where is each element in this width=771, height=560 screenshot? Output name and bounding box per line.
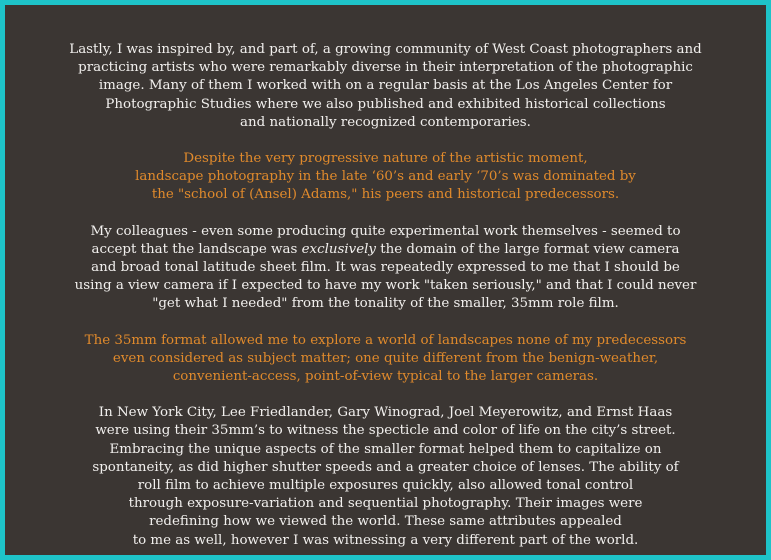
paragraph-west-coast-community [5, 41, 766, 132]
emphasis-exclusively: exclusively [301, 241, 376, 257]
text-line: convenient-access, point-of-view typical to the larger cameras. [172, 369, 599, 385]
text-line: spontaneity, as did higher shutter speeds and a greater choice of lenses. The ability of [92, 459, 679, 475]
text-line-with-emphasis [5, 241, 766, 259]
text-line: The 35mm format allowed me to explore a world of landscapes none of my predecessors [84, 332, 687, 348]
text-line: roll film to achieve multiple exposures quickly, also allowed tonal control [137, 478, 634, 494]
text-line: were using their 35mm’s to witness the specticle and color of life on the city’s street. [95, 423, 676, 439]
text-line: the "school of (Ansel) Adams," his peers and historical predecessors. [151, 187, 620, 203]
text-line: Photographic Studies where we also published and exhibited historical collections [105, 96, 666, 112]
text-line: and broad tonal latitude sheet film. It was repeatedly expressed to me that I should be [91, 260, 680, 276]
text-line: Despite the very progressive nature of the artistic moment, [183, 151, 588, 167]
text-line: redefining how we viewed the world. These same attributes appealed [149, 514, 622, 530]
paragraph-school-of-adams [5, 150, 766, 205]
text-line: Embracing the unique aspects of the smaller format helped them to capitalize on [109, 441, 662, 457]
text-fragment: accept that the landscape was [91, 241, 298, 257]
paragraph-colleagues [5, 223, 766, 314]
text-line: Lastly, I was inspired by, and part of, a growing community of West Coast photographers and [69, 42, 702, 57]
text-line: In New York City, Lee Friedlander, Gary Winograd, Joel Meyerowitz, and Ernst Haas [98, 405, 673, 421]
text-line: to me as well, however I was witnessing a very different part of the world. [132, 532, 639, 548]
text-line: even considered as subject matter; one quite different from the benign-weather, [112, 350, 659, 366]
text-line: and nationally recognized contemporaries. [240, 114, 531, 130]
text-line: using a view camera if I expected to have my work "taken seriously," and that I could never [74, 278, 697, 294]
text-line: through exposure-variation and sequential photography. Their images were [128, 496, 643, 512]
text-panel [5, 5, 766, 555]
text-line: My colleagues - even some producing quite experimental work themselves - seemed to [90, 223, 681, 239]
paragraph-35mm-format [5, 332, 766, 387]
text-fragment: the domain of the large format view camera [380, 241, 680, 257]
text-line: landscape photography in the late ‘60’s and early ‘70’s was dominated by [135, 169, 636, 185]
paragraph-new-york-photographers [5, 404, 766, 550]
text-line: image. Many of them I worked with on a regular basis at the Los Angeles Center for [98, 78, 673, 94]
text-line: "get what I needed" from the tonality of the smaller, 35mm role film. [152, 296, 619, 312]
text-line: practicing artists who were remarkably diverse in their interpretation of the photographic [78, 60, 693, 76]
